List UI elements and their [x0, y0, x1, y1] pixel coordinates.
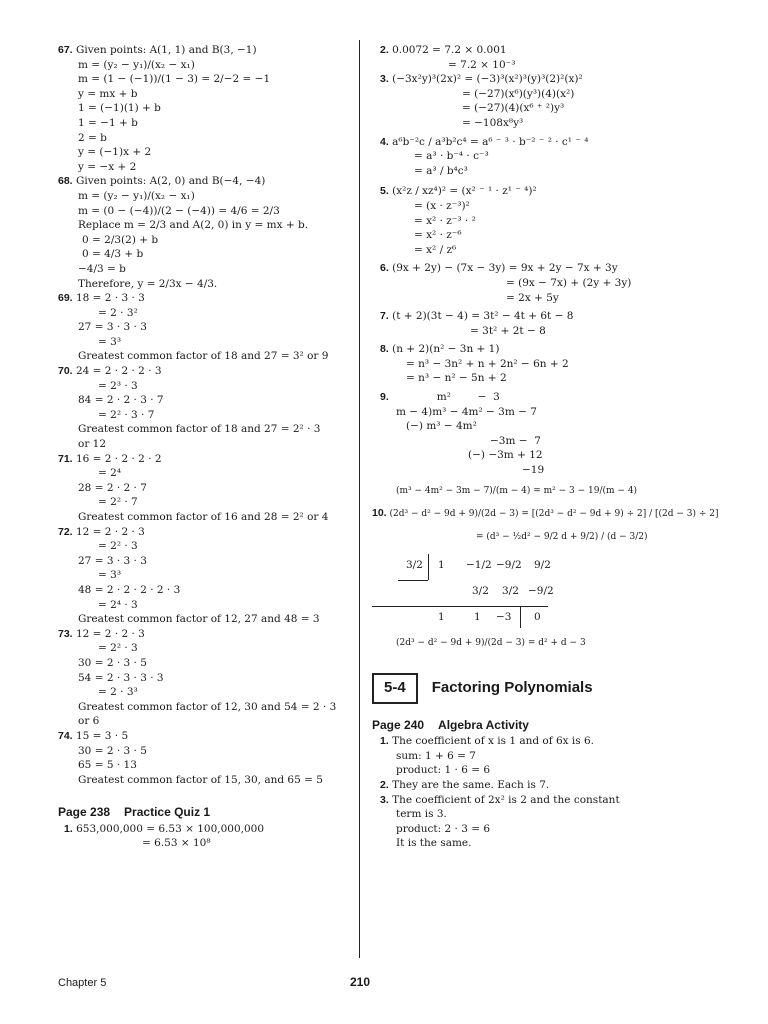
problem-line: Greatest common factor of 15, 30, and 65 = 5 — [78, 773, 323, 786]
quiz-item-7 — [372, 309, 722, 338]
problem-line: 12 = 2 · 2 · 3 — [75, 627, 145, 640]
problem-line: = (−27)(x⁶)(y³)(4)(x²) — [462, 87, 575, 100]
synthetic-product: −9/2 — [528, 585, 554, 598]
synthetic-coefficient: −1/2 — [466, 559, 492, 572]
problem-line: = 2² · 7 — [98, 496, 138, 509]
quiz-item-2 — [372, 43, 722, 72]
problem-line: product: 1 · 6 = 6 — [396, 764, 491, 777]
problem-line: 1 = −1 + b — [78, 116, 138, 129]
activity-item-3 — [372, 793, 722, 851]
problem-line: or 6 — [78, 715, 100, 728]
problem-line: 54 = 2 · 3 · 3 · 3 — [78, 671, 164, 684]
problem-line: = 2 · 3³ — [98, 686, 138, 699]
problem-line: = 2² · 3 — [98, 642, 138, 655]
problem-number: 10. — [372, 507, 387, 520]
problem-line: 65 = 5 · 13 — [78, 759, 137, 772]
page-number: 210 — [350, 975, 371, 989]
problem-number: 2. — [380, 778, 389, 791]
problem-line: Given points: A(1, 1) and B(3, −1) — [75, 44, 257, 56]
problem-number: 71. — [58, 452, 73, 465]
problem-number: 3. — [380, 793, 389, 806]
problem-line: y = −x + 2 — [78, 160, 137, 173]
problem-line: m = (1 − (−1))/(1 − 3) = 2/−2 = −1 — [78, 73, 271, 86]
quiz-item-1 — [58, 822, 350, 851]
synthetic-root: 3/2 — [406, 559, 423, 572]
problem-line: −4/3 = b — [78, 262, 126, 275]
problem-line: = a³ / b⁴c³ — [414, 164, 468, 177]
problem-line: = 3³ — [98, 569, 122, 582]
problem-line: product: 2 · 3 = 6 — [396, 822, 491, 835]
column-divider — [359, 40, 360, 958]
section-title: Algebra Activity — [438, 717, 529, 732]
problem-number: 6. — [380, 262, 389, 275]
synthetic-coefficient: 9/2 — [534, 559, 551, 572]
problem-line: 27 = 3 · 3 · 3 — [78, 554, 147, 567]
problem-line: or 12 — [78, 438, 107, 451]
division-step: (−) −3m + 12 — [468, 449, 543, 462]
problem-line: Therefore, y = 2/3x − 4/3. — [78, 277, 218, 290]
problem-number: 1. — [64, 822, 73, 835]
problem-line: Replace m = 2/3 and A(2, 0) in y = mx + b. — [78, 219, 309, 232]
problem-line: = −108x⁸y³ — [462, 116, 524, 129]
problem-line: = 2² · 3 — [98, 540, 138, 553]
problem-line: (2d³ − d² − 9d + 9)/(2d − 3) = [(2d³ − d² − 9d + 9) ÷ 2] / [(2d − 3) ÷ 2] — [389, 509, 719, 520]
problem-line: 24 = 2 · 2 · 2 · 3 — [75, 365, 162, 378]
quiz-item-5 — [372, 184, 722, 257]
problem-line: = x² · z⁻³ · ² — [414, 214, 476, 227]
problem-number: 7. — [380, 310, 389, 323]
problem-line: a⁶b⁻²c / a³b²c⁴ = a⁶ ⁻ ³ · b⁻² ⁻ ² · c¹ ⁻ ⁴ — [392, 135, 589, 148]
section-number-badge: 5-4 — [372, 673, 418, 704]
quiz-item-4 — [372, 135, 722, 179]
problem-line: = (−27)(4)(x⁶ ⁺ ²)y³ — [462, 102, 565, 115]
problem-line: = 2⁴ — [98, 467, 122, 480]
problem-74 — [58, 729, 350, 787]
problem-line: = 2x + 5y — [506, 291, 559, 304]
problem-line: term is 3. — [396, 808, 447, 821]
problem-68 — [58, 174, 350, 291]
division-setup: m − 4)m³ − 4m² − 3m − 7 — [396, 405, 537, 418]
problem-number: 8. — [380, 343, 389, 356]
problem-70 — [58, 364, 350, 452]
synthetic-result: 0 — [534, 611, 541, 624]
right-column — [372, 43, 722, 851]
problem-line: = 3³ — [98, 335, 122, 348]
page-ref: Page 238 — [58, 805, 111, 820]
problem-line: (−3x²y)³(2x)² = (−3)³(x²)³(y)³(2)²(x)² — [392, 73, 583, 86]
problem-line: 653,000,000 = 6.53 × 100,000,000 — [76, 822, 265, 835]
problem-line: 15 = 3 · 5 — [75, 729, 129, 742]
problem-line: sum: 1 + 6 = 7 — [396, 749, 476, 762]
problem-line: Given points: A(2, 0) and B(−4, −4) — [75, 175, 266, 188]
division-step: −3m − 7 — [490, 434, 541, 447]
problem-line: m = (y₂ − y₁)/(x₂ − x₁) — [78, 189, 195, 202]
activity-item-2 — [372, 778, 722, 793]
problem-line: 28 = 2 · 2 · 7 — [78, 481, 147, 494]
problem-line: = 2³ · 3 — [98, 379, 138, 392]
section-header — [372, 673, 722, 704]
section-title: Practice Quiz 1 — [124, 805, 211, 820]
problem-number: 1. — [380, 735, 389, 748]
left-column — [58, 43, 350, 851]
problem-line: y = mx + b — [78, 87, 138, 100]
problem-line: Greatest common factor of 18 and 27 = 3² or 9 — [78, 350, 329, 363]
problem-67 — [58, 43, 350, 174]
synthetic-division — [372, 548, 722, 636]
problem-line: = 2² · 3 · 7 — [98, 408, 155, 421]
problem-number: 74. — [58, 729, 73, 742]
problem-line: 30 = 2 · 3 · 5 — [78, 656, 147, 669]
page-ref: Page 240 — [372, 717, 425, 732]
problem-number: 73. — [58, 627, 73, 640]
problem-69 — [58, 291, 350, 364]
division-step: (−) m³ − 4m² — [406, 420, 477, 433]
synthetic-product: 3/2 — [472, 585, 489, 598]
activity-heading — [372, 718, 722, 733]
problem-line: = (9x − 7x) + (2y + 3y) — [506, 276, 632, 289]
problem-number: 69. — [58, 292, 73, 305]
problem-line: The coefficient of 2x² is 2 and the constant — [392, 793, 620, 806]
problem-line: 0 = 4/3 + b — [82, 248, 144, 261]
problem-line: (t + 2)(3t − 4) = 3t² − 4t + 6t − 8 — [392, 310, 574, 323]
problem-number: 68. — [58, 175, 73, 188]
problem-number: 3. — [380, 73, 389, 86]
quiz-item-8 — [372, 342, 722, 386]
problem-line: = 6.53 × 10⁸ — [142, 837, 211, 850]
problem-line: = 3t² + 2t − 8 — [470, 324, 546, 337]
problem-line: Greatest common factor of 12, 27 and 48 = 3 — [78, 613, 320, 626]
synthetic-product: 3/2 — [502, 585, 519, 598]
problem-line: = n³ − n² − 5n + 2 — [406, 372, 507, 385]
problem-line: = 7.2 × 10⁻³ — [448, 58, 516, 71]
problem-line: 16 = 2 · 2 · 2 · 2 — [75, 452, 162, 465]
problem-line: = (d³ − ½d² − 9/2 d + 9/2) / (d − 3/2) — [476, 531, 648, 542]
problem-line: = a³ · b⁻⁴ · c⁻³ — [414, 150, 489, 163]
problem-line: 0.0072 = 7.2 × 0.001 — [392, 44, 507, 56]
synthetic-result: −3 — [496, 611, 512, 624]
problem-line: = x² / z⁶ — [414, 243, 457, 256]
chapter-label: Chapter 5 — [58, 977, 107, 989]
division-quotient: m² − 3 — [436, 391, 500, 404]
problem-number: 72. — [58, 525, 73, 538]
quiz-item-3 — [372, 72, 722, 130]
problem-line: = n³ − 3n² + n + 2n² − 6n + 2 — [406, 357, 569, 370]
problem-line: = 2⁴ · 3 — [98, 598, 138, 611]
problem-line: 84 = 2 · 2 · 3 · 7 — [78, 394, 164, 407]
problem-line: Greatest common factor of 12, 30 and 54 = 2 · 3 — [78, 700, 337, 713]
problem-line: 1 = (−1)(1) + b — [78, 102, 161, 115]
synthetic-result: 1 — [474, 611, 481, 624]
problem-71 — [58, 452, 350, 525]
problem-line: Greatest common factor of 18 and 27 = 2² · 3 — [78, 423, 321, 436]
problem-line: 2 = b — [78, 131, 107, 144]
problem-number: 5. — [380, 185, 389, 198]
problem-line: 0 = 2/3(2) + b — [82, 233, 159, 246]
problem-73 — [58, 627, 350, 729]
problem-number: 70. — [58, 365, 73, 378]
problem-line: The coefficient of x is 1 and of 6x is 6. — [392, 735, 595, 748]
problem-line: They are the same. Each is 7. — [392, 778, 550, 791]
problem-line: = x² · z⁻⁶ — [414, 229, 462, 242]
problem-line: 27 = 3 · 3 · 3 — [78, 321, 147, 334]
problem-number: 4. — [380, 135, 389, 148]
problem-line: (n + 2)(n² − 3n + 1) — [392, 343, 500, 356]
problem-line: m = (y₂ − y₁)/(x₂ − x₁) — [78, 58, 195, 71]
problem-line: = 2 · 3² — [98, 306, 138, 319]
division-result: (2d³ − d² − 9d + 9)/(2d − 3) = d² + d − 3 — [396, 638, 586, 649]
synthetic-coefficient: 1 — [438, 559, 445, 572]
division-remainder: −19 — [522, 464, 545, 477]
section-title: Factoring Polynomials — [431, 679, 593, 696]
quiz-item-9 — [372, 390, 722, 498]
problem-line: m = (0 − (−4))/(2 − (−4)) = 4/6 = 2/3 — [78, 204, 280, 217]
problem-line: = (x · z⁻³)² — [414, 199, 470, 212]
problem-72 — [58, 525, 350, 627]
division-result: (m³ − 4m² − 3m − 7)/(m − 4) = m² − 3 − 19/(m − 4) — [396, 485, 638, 496]
problem-line: It is the same. — [396, 837, 472, 850]
practice-quiz-heading — [58, 805, 350, 820]
problem-line: 18 = 2 · 3 · 3 — [75, 292, 145, 305]
problem-line: 48 = 2 · 2 · 2 · 2 · 3 — [78, 583, 181, 596]
problem-line: (9x + 2y) − (7x − 3y) = 9x + 2y − 7x + 3y — [392, 262, 618, 275]
problem-line: y = (−1)x + 2 — [78, 146, 152, 159]
problem-line: Greatest common factor of 16 and 28 = 2² or 4 — [78, 511, 329, 523]
activity-item-1 — [372, 734, 722, 778]
synthetic-result: 1 — [438, 611, 445, 624]
problem-line: 12 = 2 · 2 · 3 — [75, 525, 145, 538]
problem-number: 9. — [380, 391, 389, 404]
problem-line: 30 = 2 · 3 · 5 — [78, 744, 147, 757]
problem-line: (x²z / xz⁴)² = (x² ⁻ ¹ · z¹ ⁻ ⁴)² — [392, 185, 537, 198]
quiz-item-10 — [372, 506, 722, 651]
problem-number: 67. — [58, 44, 73, 56]
synthetic-coefficient: −9/2 — [496, 559, 522, 572]
problem-number: 2. — [380, 44, 389, 56]
quiz-item-6 — [372, 261, 722, 305]
